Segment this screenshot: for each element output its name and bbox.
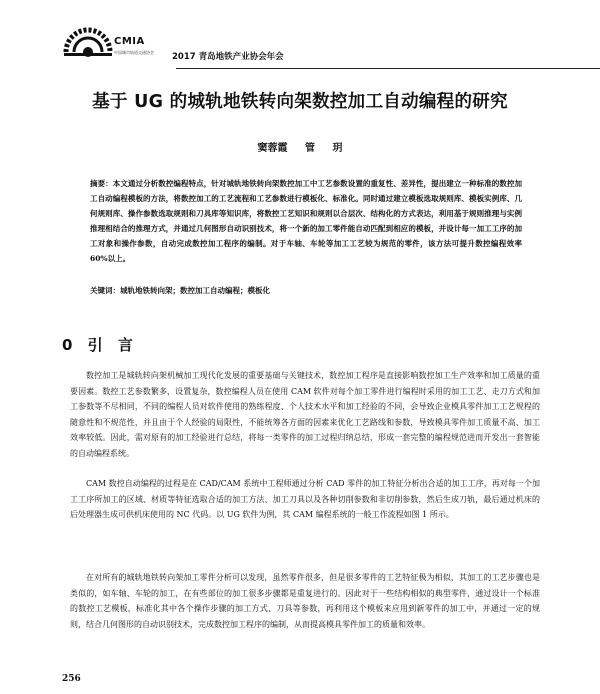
section-title: 引 言 [87,336,133,354]
logo-text: CMIA [114,36,145,47]
section-heading [62,334,133,355]
keywords [90,285,522,296]
abstract [90,176,522,266]
cmia-logo-icon [60,22,116,62]
body-paragraph: CAM 数控自动编程的过程是在 CAD/CAM 系统中工程师通过分析 CAD 零件的加工特征分析出合适的加工工序，再对每一个加工工序所加工的区域、材质等特征选取合适的加工方法、加工刀具以及各种切削参数和非切削参数，然后生成刀轨，最后通过机床的后处理器生成可供机床使用的 NC 代码。以 UG 软件为例，其 CAM 编程系统的一般工作流程如图 1 所示。 [70,479,540,520]
abstract-label: 摘要： [90,179,113,188]
logo-subtext: 中国城市轨道交通协会 [114,50,154,55]
keywords-text: 城轨地铁转向架；数控加工自动编程；模板化 [120,286,270,295]
conference-name: 2017 青岛地铁产业协会年会 [172,52,284,62]
page-number: 256 [62,674,81,684]
page-header [60,22,580,64]
section-number: 0 [62,336,73,354]
paper-title: 基于 UG 的城轨地铁转向架数控加工自动编程的研究 [92,92,508,112]
author-list [0,139,600,154]
abstract-text: 本文通过分析数控编程特点，针对城轨地铁转向架数控加工中工艺参数设置的重复性、差异性，提出建立一种标准的数控加工自动编程模板的方法，将数控加工的工艺流程和工艺参数进行模板化、标准化。同时通过建立模板选取规则库、模板实例库、几何规则库、操作参数选取规则和刀具库等知识库，将数控工艺知识和规则以合层次、结构化的方式表达，利用基于规则推理与实例推理相结合的推理方式，并通过几何图形自动识别技术，将一个新的加工零件能自动匹配到相应的模板，并设计每一加工工序的加工对象和操作参数，自动完成数控加工程序的编制。对于车轴、车轮等加工工艺较为规范的零件，该方法可提升数控编程效率 60%以上。 [90,179,523,263]
body-paragraph: 数控加工是城轨转向架机械加工现代化发展的重要基础与关键技术，数控加工程序是直接影响数控加工生产效率和加工质量的重要因素。数控工艺参数繁多，设置复杂，数控编程人员在使用 CAM 软件对每个加工零件进行编程时采用的加工工艺、走刀方式和加工参数等不尽相同，不同的编程人员对软件使用的熟练程度、个人技术水平和加工经验的不同，会导致企业模具零件加工工艺规程的随意性和不规范性，并且由于个人经验的局限性，不能统筹各方面的因素来优化工艺路线和参数，导致模具零件加工质量不高、加工效率较低。因此，需对原有的加工经验进行总结，将每一类零件的加工过程归纳总结，形成一套完整的编程规范进而开发出一套智能的自动编程系统。 [70,371,540,458]
keywords-label: 关键词： [90,286,120,295]
header-rule [176,68,600,69]
author-name: 窦蓉霞 [257,143,288,154]
author-name: 管 玥 [305,143,343,154]
body-paragraph: 在对所有的城轨地铁转向架加工零件分析可以发现，虽然零件很多，但是很多零件的工艺特征极为相似，其加工的工艺步骤也是类似的，如车轴、车轮的加工，在有些部位的加工很多步骤都是重复进行的。因此对于一些结构相似的典型零件，通过设计一个标准的数控工艺模板，标准化其中各个操作步骤的加工方式、刀具等参数，再利用这个模板来应用到新零件的加工中，并通过一定的规则，结合几何图形的自动识别技术，完成数控加工程序的编制，从而提高模具零件加工的质量和效率。 [70,573,540,629]
